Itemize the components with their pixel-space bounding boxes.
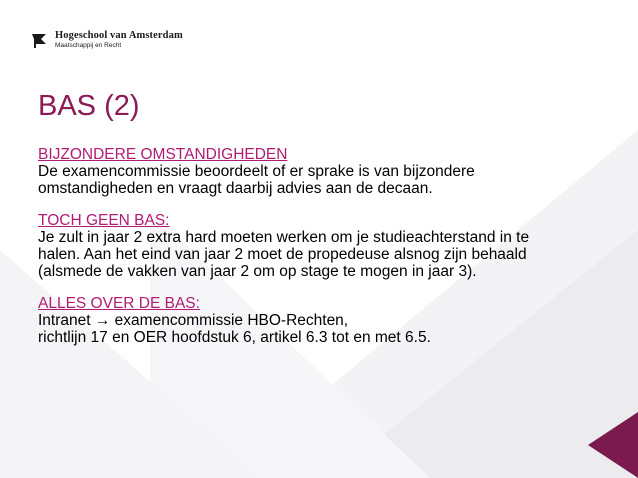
section-line: richtlijn 17 en OER hoofdstuk 6, artikel 6.3 tot en met 6.5. xyxy=(38,329,431,346)
section-heading-bijzondere: BIJZONDERE OMSTANDIGHEDEN xyxy=(38,146,288,163)
corner-triangle-decoration xyxy=(586,412,638,478)
section-line: halen. Aan het eind van jaar 2 moet de propedeuse alsnog zijn behaald xyxy=(38,246,527,263)
slide-title: BAS (2) xyxy=(38,90,140,122)
logo-name: Hogeschool van Amsterdam xyxy=(55,30,183,41)
section-heading-alles-over: ALLES OVER DE BAS: xyxy=(38,295,200,312)
logo-subtitle: Maatschappij en Recht xyxy=(55,42,122,49)
section-heading-toch-geen-bas: TOCH GEEN BAS: xyxy=(38,212,170,229)
section-line: Intranet → examencommissie HBO-Rechten, xyxy=(38,312,349,329)
section-line: (alsmede de vakken van jaar 2 om op stage te mogen in jaar 3). xyxy=(38,263,477,280)
logo xyxy=(30,30,183,50)
slide-content xyxy=(38,146,628,346)
section-line: De examencommissie beoordeelt of er sprake is van bijzondere xyxy=(38,163,475,180)
hva-flag-icon xyxy=(30,31,48,49)
section-line: Je zult in jaar 2 extra hard moeten werken om je studieachterstand in te xyxy=(38,229,530,246)
section-line: omstandigheden en vraagt daarbij advies aan de decaan. xyxy=(38,180,433,197)
